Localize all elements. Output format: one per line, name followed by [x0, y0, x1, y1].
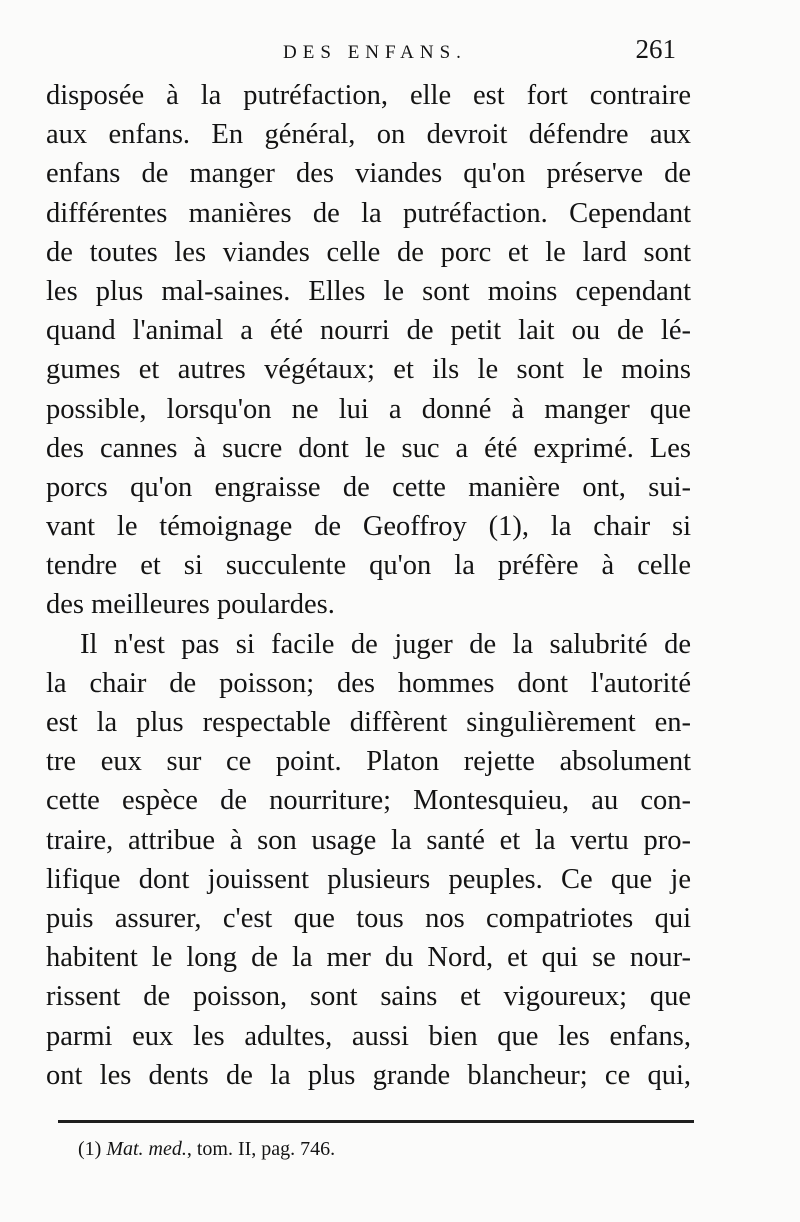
- text-line: les plus mal-saines. Elles le sont moins cependant: [46, 275, 691, 307]
- text-line: ont les dents de la plus grande blancheur; ce qui,: [46, 1059, 691, 1091]
- text-line: la chair de poisson; des hommes dont l'autorité: [46, 667, 691, 699]
- footnote-marker: (1): [78, 1138, 102, 1160]
- text-line: cette espèce de nourriture; Montesquieu, au con-: [46, 785, 691, 817]
- text-line: disposée à la putréfaction, elle est fort contraire: [46, 80, 691, 111]
- footnote-rule: [58, 1120, 694, 1123]
- body-text: [46, 76, 691, 1095]
- text-line: gumes et autres végétaux; et ils le sont le moins: [46, 354, 691, 386]
- text-line: tendre et si succulente qu'on la préfère à celle: [46, 550, 691, 582]
- running-head: [60, 34, 690, 74]
- text-line: Il n'est pas si facile de juger de la salubrité de: [80, 628, 691, 660]
- text-line: des meilleures poulardes.: [46, 589, 335, 621]
- text-line: quand l'animal a été nourri de petit lait ou de lé-: [46, 315, 691, 347]
- text-line: enfans de manger des viandes qu'on préserve de: [46, 158, 691, 190]
- text-line: des cannes à sucre dont le suc a été exprimé. Les: [46, 432, 691, 464]
- footnote: [78, 1138, 335, 1161]
- text-line: est la plus respectable diffèrent singulièrement en-: [46, 707, 691, 738]
- footnote-source: Mat. med.: [106, 1138, 187, 1160]
- text-line: aux enfans. En général, on devroit défendre aux: [46, 119, 691, 151]
- text-line: vant le témoignage de Geoffroy (1), la chair si: [46, 511, 691, 543]
- text-line: habitent le long de la mer du Nord, et qui se nour-: [46, 942, 691, 974]
- text-line: puis assurer, c'est que tous nos compatriotes qui: [46, 902, 691, 934]
- text-line: tre eux sur ce point. Platon rejette absolument: [46, 746, 691, 778]
- text-line: rissent de poisson, sont sains et vigoureux; que: [46, 981, 691, 1013]
- text-line: parmi eux les adultes, aussi bien que les enfans,: [46, 1020, 691, 1052]
- paragraph-1: [46, 76, 691, 625]
- text-line: porcs qu'on engraisse de cette manière ont, sui-: [46, 471, 691, 503]
- paragraph-2: [46, 625, 691, 1095]
- footnote-reference: , tom. II, pag. 746.: [186, 1138, 336, 1160]
- text-line: de toutes les viandes celle de porc et le lard sont: [46, 236, 691, 268]
- text-line: possible, lorsqu'on ne lui a donné à manger que: [46, 393, 691, 425]
- text-line: lifique dont jouissent plusieurs peuples. Ce que je: [46, 863, 691, 895]
- text-line: traire, attribue à son usage la santé et la vertu pro-: [46, 824, 691, 856]
- running-title: DES ENFANS.: [283, 42, 467, 63]
- text-line: différentes manières de la putréfaction. Cependant: [46, 197, 691, 229]
- page-number: 261: [635, 34, 676, 64]
